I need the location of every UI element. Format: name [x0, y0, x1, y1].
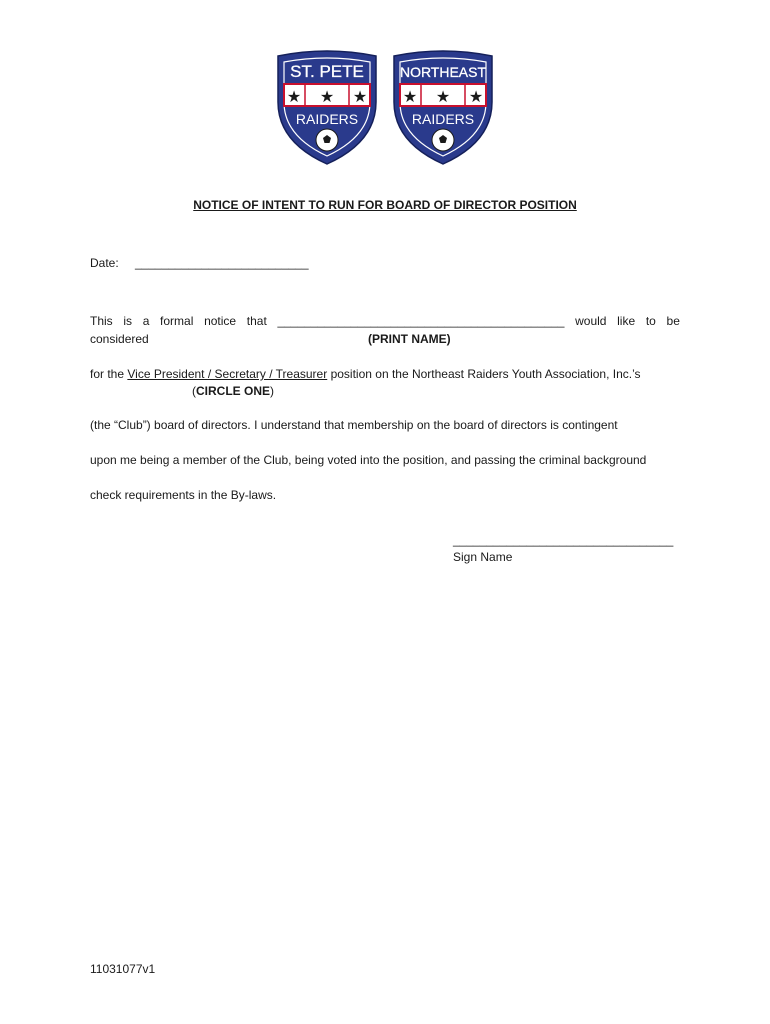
date-field[interactable]: __________________________	[135, 256, 309, 270]
notice-word: like	[617, 314, 636, 328]
svg-text:RAIDERS: RAIDERS	[411, 111, 475, 127]
notice-word: be	[666, 314, 680, 328]
svg-text:★: ★	[352, 89, 368, 106]
position-line	[90, 367, 641, 381]
notice-line	[90, 314, 680, 328]
notice-word: is	[123, 314, 133, 328]
circle-open: (	[192, 384, 196, 398]
notice-word: would	[575, 314, 607, 328]
circle-one-note	[192, 384, 274, 398]
sign-name-label: Sign Name	[453, 550, 513, 564]
notice-word: a	[142, 314, 150, 328]
date-label: Date:	[90, 256, 119, 270]
document-title: NOTICE OF INTENT TO RUN FOR BOARD OF DIRECTOR POSITION	[193, 198, 577, 212]
body-line-3: check requirements in the By-laws.	[90, 488, 277, 502]
circle-close: )	[270, 384, 275, 398]
st-pete-raiders-logo	[274, 50, 380, 166]
svg-text:★: ★	[319, 89, 335, 106]
notice-word: that	[246, 314, 267, 328]
position-options[interactable]: Vice President / Secretary / Treasurer	[127, 367, 328, 381]
print-name-field[interactable]: ___________________________________________	[277, 314, 565, 328]
svg-text:NORTHEAST: NORTHEAST	[399, 64, 487, 80]
svg-text:★: ★	[468, 89, 484, 106]
body-line-2: upon me being a member of the Club, being voted into the position, and passing the criminal background	[90, 453, 647, 467]
svg-text:★: ★	[435, 89, 451, 106]
signature-field[interactable]: _________________________________	[453, 533, 674, 547]
for-the-text: for the	[90, 367, 128, 381]
notice-word: notice	[204, 314, 237, 328]
svg-text:ST. PETE: ST. PETE	[290, 62, 364, 81]
position-rest-text: position on the Northeast Raiders Youth Association, Inc.’s	[327, 367, 641, 381]
notice-word: to	[645, 314, 656, 328]
notice-word: formal	[160, 314, 194, 328]
document-code: 11031077v1	[90, 962, 156, 976]
svg-text:RAIDERS: RAIDERS	[295, 111, 359, 127]
body-line-1: (the “Club”) board of directors. I understand that membership on the board of directors is contingent	[90, 418, 618, 432]
svg-text:★: ★	[286, 89, 302, 106]
northeast-raiders-logo	[390, 50, 496, 166]
svg-text:★: ★	[402, 89, 418, 106]
considered-text: considered	[90, 332, 149, 346]
print-name-label: (PRINT NAME)	[368, 332, 451, 346]
notice-word: This	[90, 314, 113, 328]
circle-one-label: CIRCLE ONE	[196, 384, 271, 398]
